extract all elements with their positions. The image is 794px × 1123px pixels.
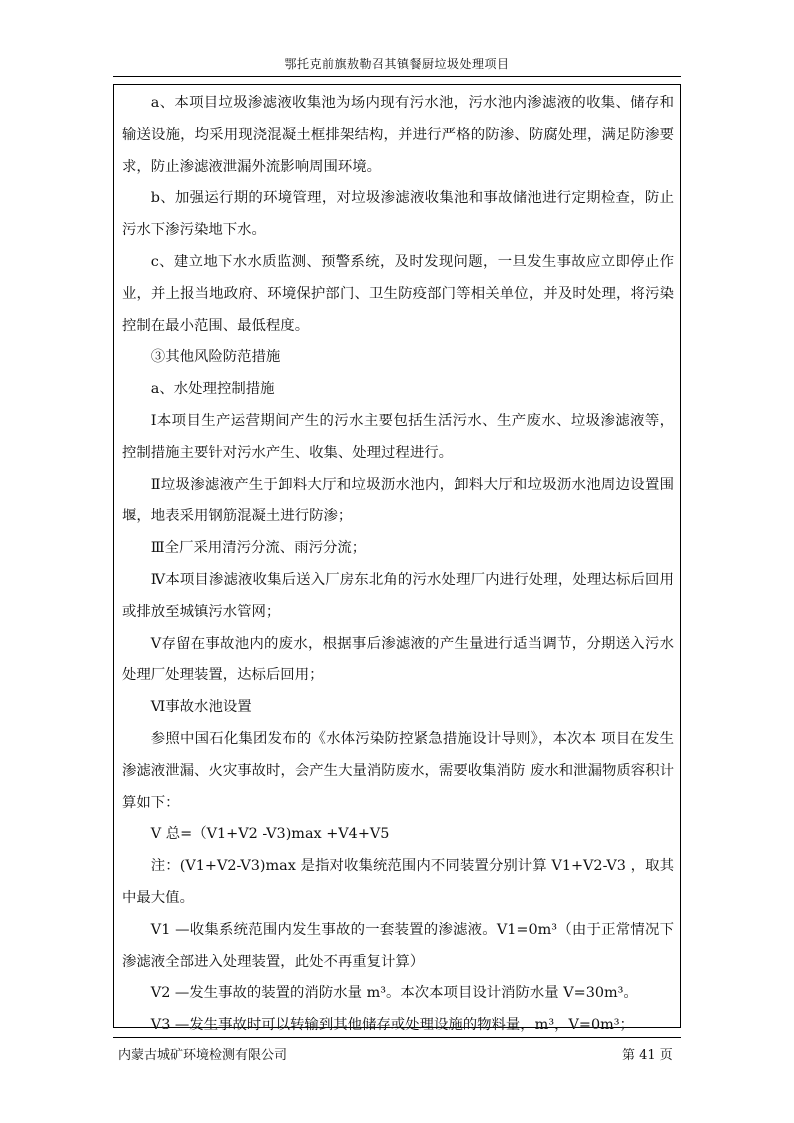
paragraph: V3 —发生事故时可以转输到其他储存或处理设施的物料量，m³，V=0m³； xyxy=(150,1017,634,1034)
paragraph: Ⅲ全厂采用清污分流、雨污分流； xyxy=(150,540,367,557)
paragraph: Ⅳ本项目渗滤液收集后送入厂房东北角的污水处理厂内进行处理，处理达标后回用或排放至城镇污水管网； xyxy=(122,571,674,620)
footer-page-number: 第 41 页 xyxy=(622,1048,673,1063)
paragraph: c、建立地下水水质监测、预警系统，及时发现问题，一旦发生事故应立即停止作业，并上报当地政府、环境保护部门、卫生防疫部门等相关单位，并及时处理，将污染控制在最小范围、最低程度。 xyxy=(122,253,674,334)
paragraph: V2 —发生事故的装置的消防水量 m³。本次本项目设计消防水量 V=30m³。 xyxy=(150,985,638,1002)
footer-divider xyxy=(113,1037,681,1038)
paragraph: Ⅴ存留在事故池内的废水，根据事后渗滤液的产生量进行适当调节，分期送入污水处理厂处理装置，达标后回用； xyxy=(122,635,674,684)
paragraph: a、本项目垃圾渗滤液收集池为场内现有污水池，污水池内渗滤液的收集、储存和输送设施，均采用现浇混凝土框排架结构，并进行严格的防渗、防腐处理，满足防渗要求，防止渗滤液泄漏外流影响周围环境。 xyxy=(122,95,674,175)
paragraph: Ⅱ垃圾渗滤液产生于卸料大厅和垃圾沥水池内，卸料大厅和垃圾沥水池周边设置围堰，地表采用钢筋混凝土进行防渗； xyxy=(122,476,674,525)
page-header-title: 鄂托克前旗敖勒召其镇餐厨垃圾处理项目 xyxy=(284,57,510,71)
paragraph: b、加强运行期的环境管理，对垃圾渗滤液收集池和事故储池进行定期检查，防止污水下渗污染地下水。 xyxy=(122,190,674,239)
section-heading: ③其他风险防范措施 xyxy=(150,349,281,366)
paragraph: 参照中国石化集团发布的《水体污染防控紧急措施设计导则》，本次本 项目在发生渗滤液泄漏、火灾事故时，会产生大量消防废水，需要收集消防 废水和泄漏物质容积计算如下： xyxy=(122,730,674,811)
paragraph: V1 —收集系统范围内发生事故的一套装置的渗滤液。V1=0m³（由于正常情况下渗滤液全部进入处理装置，此处不再重复计算） xyxy=(122,921,674,970)
subsection-heading: Ⅵ事故水池设置 xyxy=(150,699,252,716)
paragraph: 注：(V1+V2-V3)max 是指对收集统范围内不同装置分别计算 V1+V2-V3 ，取其中最大值。 xyxy=(122,858,674,906)
subsection-heading: a、水处理控制措施 xyxy=(150,381,275,398)
formula: V 总=（V1+V2 -V3)max +V4+V5 xyxy=(150,826,390,843)
header-divider xyxy=(113,76,681,77)
paragraph: Ⅰ本项目生产运营期间产生的污水主要包括生活污水、生产废水、垃圾渗滤液等，控制措施主要针对污水产生、收集、处理过程进行。 xyxy=(122,412,674,461)
footer-company: 内蒙古城矿环境检测有限公司 xyxy=(118,1048,288,1063)
document-body xyxy=(122,88,674,1042)
